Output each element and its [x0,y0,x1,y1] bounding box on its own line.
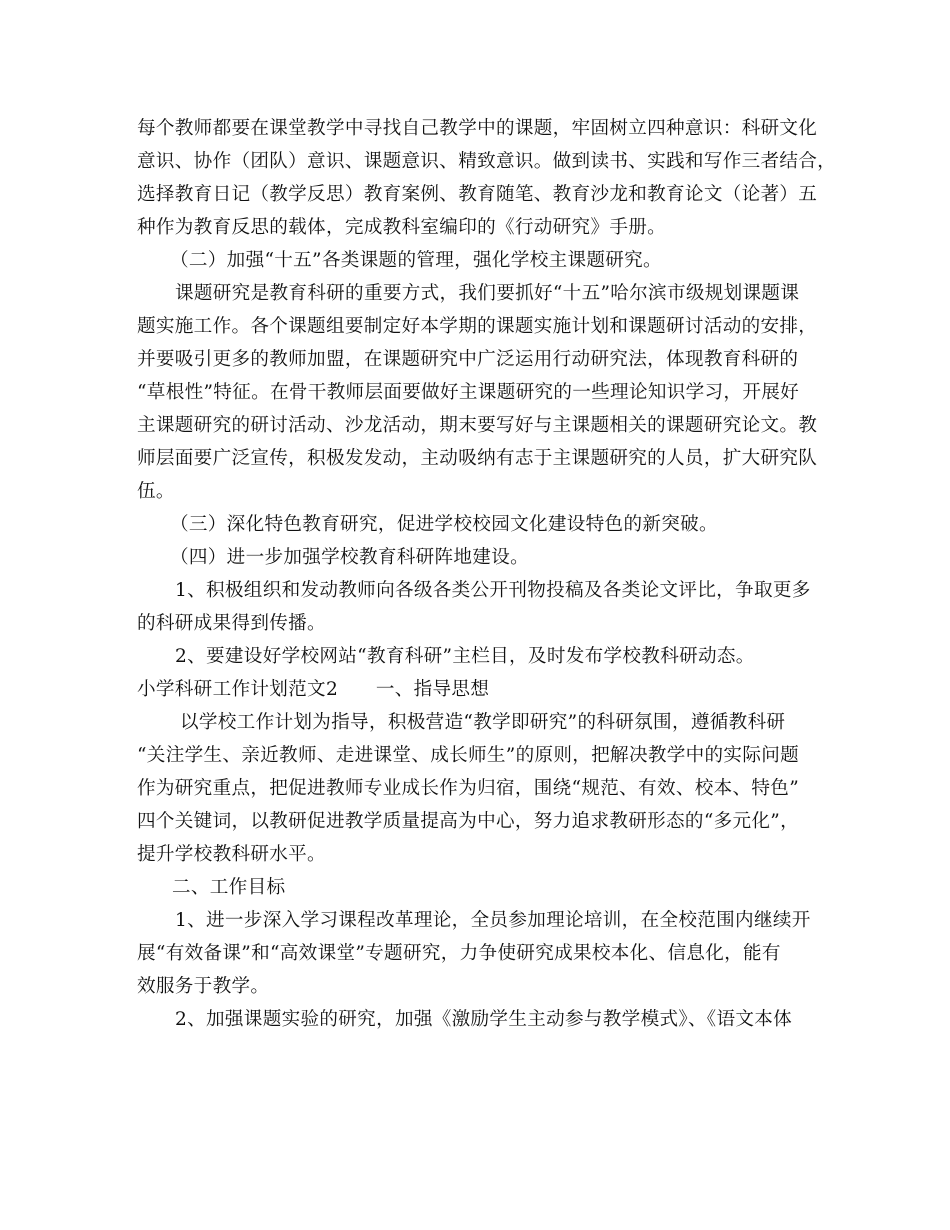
document-title: 小学科研工作计划范文2 一、指导思想 [137,679,490,700]
section-heading: （四）进一步加强学校教育科研阵地建设。 [170,547,529,568]
text-line: “关注学生、亲近教师、走进课堂、成长师生”的原则，把解决教学中的实际问题 [137,745,799,766]
text-line: 伍。 [137,481,175,502]
section-heading: 二、工作目标 [172,877,286,898]
text-line: 展“有效备课”和“高效课堂”专题研究，力争使研究成果校本化、信息化，能有 [137,943,781,964]
text-line: 提升学校教科研水平。 [137,844,326,865]
text-line: 1、进一步深入学习课程改革理论，全员参加理论培训，在全校范围内继续开 [175,910,811,931]
text-line: 的科研成果得到传播。 [137,613,326,634]
section-heading: （三）深化特色教育研究，促进学校校园文化建设特色的新突破。 [170,514,718,535]
text-line: 效服务于教学。 [137,976,270,997]
text-line: 1、积极组织和发动教师向各级各类公开刊物投稿及各类论文评比，争取更多 [175,580,811,601]
text-line: 师层面要广泛宣传，积极发发动，主动吸纳有志于主课题研究的人员，扩大研究队 [137,448,818,469]
text-line: 主课题研究的研讨活动、沙龙活动，期末要写好与主课题相关的课题研究论文。教 [137,415,818,436]
text-line: 课题研究是教育科研的重要方式，我们要抓好“十五”哈尔滨市级规划课题课 [175,283,800,304]
text-line: 每个教师都要在课堂教学中寻找自己教学中的课题，牢固树立四种意识：科研文化 [137,118,818,139]
text-line: 选择教育日记（教学反思）教育案例、教育随笔、教育沙龙和教育论文（论著）五 [137,184,818,205]
section-heading: （二）加强“十五”各类课题的管理，强化学校主课题研究。 [170,250,662,271]
text-line: 种作为教育反思的载体，完成教科室编印的《行动研究》手册。 [137,217,667,238]
text-line: 四个关键词，以教研促进教学质量提高为中心，努力追求教研形态的“多元化”， [137,811,799,832]
text-line: “草根性”特征。在骨干教师层面要做好主课题研究的一些理论知识学习，开展好 [137,382,799,403]
text-line: 2、加强课题实验的研究，加强《激励学生主动参与教学模式》、《语文本体 [175,1009,793,1030]
text-line: 题实施工作。各个课题组要制定好本学期的课题实施计划和课题研讨活动的安排， [137,316,818,337]
text-line: 2、要建设好学校网站“教育科研”主栏目，及时发布学校教科研动态。 [175,646,755,667]
text-line: 意识、协作（团队）意识、课题意识、精致意识。做到读书、实践和写作三者结合， [137,151,837,172]
text-line: 作为研究重点，把促进教师专业成长作为归宿，围绕“规范、有效、校本、特色” [137,778,799,799]
text-line: 并要吸引更多的教师加盟，在课题研究中广泛运用行动研究法，体现教育科研的 [137,349,799,370]
text-line: 以学校工作计划为指导，积极营造“教学即研究”的科研氛围，遵循教科研 [180,712,786,733]
